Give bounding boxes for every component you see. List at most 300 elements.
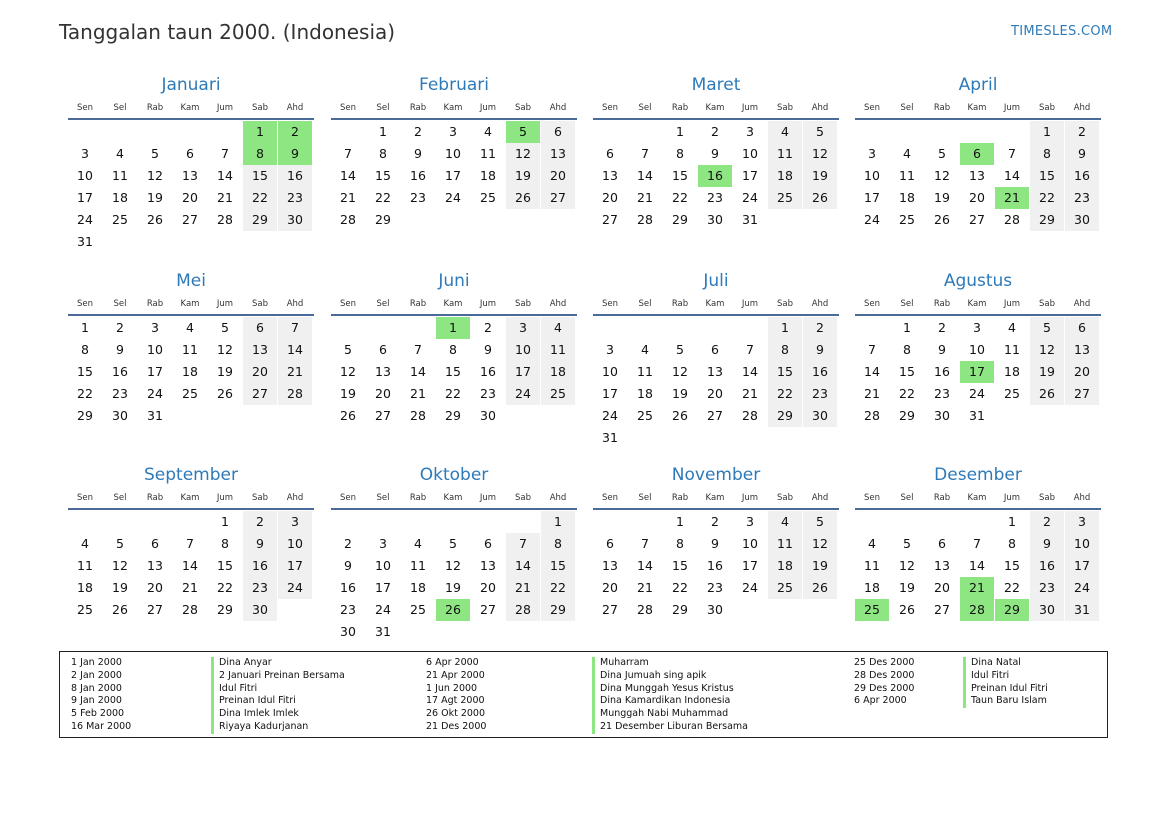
day-cell: 28	[182, 602, 198, 617]
day-cell: 23	[278, 187, 312, 209]
day-cell: 25	[480, 190, 496, 205]
month-divider	[593, 118, 839, 120]
weekday-label: Kam	[443, 493, 463, 503]
day-cell: 14	[637, 168, 653, 183]
day-cell: 22	[672, 190, 688, 205]
day-cell: 3	[973, 320, 981, 335]
day-cell: 8	[768, 339, 802, 361]
weekday-header	[68, 493, 314, 505]
legend-date: 26 Okt 2000	[426, 708, 486, 720]
day-cell: 13	[707, 364, 723, 379]
day-cell: 23	[934, 386, 950, 401]
day-cell: 3	[1065, 511, 1099, 533]
day-cell: 15	[768, 361, 802, 383]
day-cell: 13	[602, 558, 618, 573]
weekday-label: Jum	[1003, 299, 1021, 309]
day-cell: 12	[803, 533, 837, 555]
day-cell: 7	[1008, 146, 1016, 161]
day-cell: 4	[186, 320, 194, 335]
day-cell: 3	[81, 146, 89, 161]
weekday-label: Jum	[216, 103, 234, 113]
page-title: Tanggalan taun 2000. (Indonesia)	[59, 20, 396, 44]
day-cell: 9	[484, 342, 492, 357]
day-cell: 14	[410, 364, 426, 379]
weekday-label: Kam	[967, 103, 987, 113]
day-cell: 30	[480, 408, 496, 423]
day-cell: 26	[1030, 383, 1064, 405]
legend-holiday-name: Dina Kamardikan Indonesia	[600, 695, 731, 707]
day-cell: 30	[707, 212, 723, 227]
day-cell: 9	[344, 558, 352, 573]
day-cell: 11	[541, 339, 575, 361]
day-cell: 8	[1008, 536, 1016, 551]
day-cell: 9	[1030, 533, 1064, 555]
day-cell: 5	[151, 146, 159, 161]
legend-date: 21 Apr 2000	[426, 669, 485, 681]
day-cell: 3	[151, 320, 159, 335]
day-cell: 26	[147, 212, 163, 227]
day-cell: 20	[602, 190, 618, 205]
weekday-label: Sel	[376, 299, 390, 309]
legend-date: 17 Agt 2000	[426, 695, 485, 707]
weekday-label: Sen	[601, 493, 618, 503]
day-cell: 22	[375, 190, 391, 205]
day-cell: 4	[116, 146, 124, 161]
weekday-label: Rab	[146, 493, 164, 503]
day-cell: 20	[1065, 361, 1099, 383]
site-link[interactable]: TIMESLES.COM	[1011, 24, 1113, 39]
day-cell: 18	[112, 190, 128, 205]
day-cell: 19	[112, 580, 128, 595]
holiday-cell: 26	[436, 599, 470, 621]
day-cell: 27	[243, 383, 277, 405]
day-cell: 26	[934, 212, 950, 227]
month-name: Januari	[161, 75, 221, 95]
day-cell: 15	[672, 558, 688, 573]
weekday-label: Ahd	[1073, 103, 1091, 113]
day-cell: 30	[707, 602, 723, 617]
weekday-header	[855, 493, 1101, 505]
day-cell: 7	[641, 536, 649, 551]
day-cell: 10	[742, 536, 758, 551]
weekday-label: Rab	[933, 103, 951, 113]
day-cell: 2	[938, 320, 946, 335]
holiday-cell: 29	[995, 599, 1029, 621]
day-cell: 8	[1030, 143, 1064, 165]
day-cell: 22	[1004, 580, 1020, 595]
weekday-label: Rab	[671, 103, 689, 113]
legend-holiday-name: Preinan Idul Fitri	[219, 695, 296, 707]
day-cell: 25	[768, 187, 802, 209]
day-cell: 24	[969, 386, 985, 401]
day-cell: 14	[637, 558, 653, 573]
weekday-label: Sel	[900, 493, 914, 503]
day-cell: 21	[182, 580, 198, 595]
day-cell: 4	[81, 536, 89, 551]
day-cell: 28	[217, 212, 233, 227]
day-cell: 16	[1065, 165, 1099, 187]
day-cell: 13	[602, 168, 618, 183]
legend-dates-col-3	[854, 657, 914, 708]
day-cell: 17	[602, 386, 618, 401]
day-cell: 17	[77, 190, 93, 205]
weekday-label: Ahd	[549, 299, 567, 309]
day-cell: 28	[506, 599, 540, 621]
weekday-label: Sel	[900, 299, 914, 309]
day-cell: 27	[541, 187, 575, 209]
legend-names-col-3	[963, 657, 1048, 708]
day-cell: 26	[506, 187, 540, 209]
day-cell: 24	[1065, 577, 1099, 599]
weekday-label: Sen	[863, 299, 880, 309]
month-divider	[68, 508, 314, 510]
legend-date: 28 Des 2000	[854, 669, 915, 681]
day-cell: 9	[711, 536, 719, 551]
day-cell: 4	[484, 124, 492, 139]
day-cell: 13	[375, 364, 391, 379]
day-cell: 14	[1004, 168, 1020, 183]
weekday-label: Sen	[339, 493, 356, 503]
month-name: Maret	[691, 75, 741, 95]
month-divider	[331, 508, 577, 510]
weekday-label: Ahd	[811, 299, 829, 309]
day-cell: 18	[182, 364, 198, 379]
day-cell: 4	[903, 146, 911, 161]
month-divider	[68, 314, 314, 316]
day-cell: 18	[77, 580, 93, 595]
month-name: September	[144, 465, 238, 485]
weekday-label: Kam	[967, 493, 987, 503]
weekday-label: Sel	[376, 493, 390, 503]
day-cell: 12	[672, 364, 688, 379]
day-cell: 4	[414, 536, 422, 551]
day-cell: 20	[602, 580, 618, 595]
day-cell: 30	[278, 209, 312, 231]
day-cell: 11	[1004, 342, 1020, 357]
legend-holiday-name: Dina Anyar	[219, 657, 272, 668]
holiday-legend	[59, 651, 1108, 738]
month-name: April	[958, 75, 998, 95]
day-cell: 1	[1008, 514, 1016, 529]
day-cell: 17	[375, 580, 391, 595]
day-cell: 16	[112, 364, 128, 379]
weekday-label: Sen	[76, 103, 93, 113]
day-cell: 1	[676, 514, 684, 529]
day-cell: 9	[711, 146, 719, 161]
day-cell: 14	[742, 364, 758, 379]
day-cell: 7	[746, 342, 754, 357]
day-cell: 2	[116, 320, 124, 335]
day-cell: 5	[221, 320, 229, 335]
day-cell: 20	[541, 165, 575, 187]
legend-date: 29 Des 2000	[854, 682, 915, 694]
day-cell: 20	[243, 361, 277, 383]
day-cell: 11	[637, 364, 653, 379]
day-cell: 17	[864, 190, 880, 205]
day-cell: 15	[217, 558, 233, 573]
day-cell: 29	[672, 212, 688, 227]
weekday-header	[593, 493, 839, 505]
day-cell: 28	[742, 408, 758, 423]
day-cell: 23	[803, 383, 837, 405]
day-cell: 27	[182, 212, 198, 227]
weekday-label: Sab	[777, 299, 793, 309]
day-cell: 20	[375, 386, 391, 401]
day-cell: 22	[77, 386, 93, 401]
day-cell: 30	[112, 408, 128, 423]
day-cell: 28	[637, 602, 653, 617]
weekday-label: Sen	[339, 103, 356, 113]
day-cell: 10	[278, 533, 312, 555]
day-cell: 3	[278, 511, 312, 533]
day-cell: 25	[768, 577, 802, 599]
day-cell: 23	[1065, 187, 1099, 209]
day-cell: 21	[278, 361, 312, 383]
day-cell: 18	[410, 580, 426, 595]
day-cell: 22	[217, 580, 233, 595]
legend-holiday-name: Idul Fitri	[971, 669, 1010, 681]
weekday-header	[593, 103, 839, 115]
day-cell: 13	[182, 168, 198, 183]
day-cell: 13	[1065, 339, 1099, 361]
weekday-label: Kam	[180, 103, 200, 113]
day-cell: 16	[803, 361, 837, 383]
weekday-label: Kam	[705, 299, 725, 309]
day-cell: 24	[147, 386, 163, 401]
weekday-label: Sen	[339, 299, 356, 309]
day-cell: 21	[637, 580, 653, 595]
day-cell: 7	[186, 536, 194, 551]
day-cell: 17	[742, 558, 758, 573]
day-cell: 3	[868, 146, 876, 161]
weekday-header	[855, 103, 1101, 115]
day-cell: 19	[1030, 361, 1064, 383]
day-cell: 28	[637, 212, 653, 227]
day-cell: 29	[1030, 209, 1064, 231]
day-cell: 12	[217, 342, 233, 357]
day-cell: 14	[864, 364, 880, 379]
day-cell: 17	[278, 555, 312, 577]
day-cell: 31	[742, 212, 758, 227]
day-cell: 19	[803, 165, 837, 187]
weekday-header	[331, 299, 577, 311]
day-cell: 29	[899, 408, 915, 423]
day-cell: 12	[1030, 339, 1064, 361]
weekday-label: Jum	[1003, 103, 1021, 113]
day-cell: 28	[340, 212, 356, 227]
day-cell: 23	[243, 577, 277, 599]
day-cell: 22	[541, 577, 575, 599]
legend-names-col-1	[211, 657, 345, 734]
month-divider	[331, 118, 577, 120]
day-cell: 16	[410, 168, 426, 183]
day-cell: 15	[445, 364, 461, 379]
day-cell: 3	[506, 317, 540, 339]
day-cell: 19	[147, 190, 163, 205]
day-cell: 1	[676, 124, 684, 139]
day-cell: 19	[934, 190, 950, 205]
day-cell: 13	[243, 339, 277, 361]
day-cell: 18	[899, 190, 915, 205]
day-cell: 7	[414, 342, 422, 357]
month-divider	[855, 314, 1101, 316]
day-cell: 11	[768, 533, 802, 555]
legend-holiday-name: Dina Jumuah sing apik	[600, 669, 707, 681]
day-cell: 13	[480, 558, 496, 573]
weekday-header	[593, 299, 839, 311]
day-cell: 26	[899, 602, 915, 617]
day-cell: 2	[711, 124, 719, 139]
day-cell: 25	[899, 212, 915, 227]
weekday-label: Sen	[601, 103, 618, 113]
day-cell: 31	[1065, 599, 1099, 621]
legend-holiday-name: Taun Baru Islam	[971, 695, 1047, 707]
day-cell: 27	[602, 602, 618, 617]
day-cell: 10	[506, 339, 540, 361]
day-cell: 8	[676, 146, 684, 161]
day-cell: 11	[112, 168, 128, 183]
day-cell: 23	[707, 190, 723, 205]
legend-holiday-name: Dina Imlek Imlek	[219, 708, 299, 720]
legend-date: 6 Apr 2000	[854, 695, 907, 707]
day-cell: 10	[742, 146, 758, 161]
weekday-label: Sab	[1039, 299, 1055, 309]
day-cell: 2	[484, 320, 492, 335]
day-cell: 11	[77, 558, 93, 573]
month-divider	[855, 508, 1101, 510]
day-cell: 15	[375, 168, 391, 183]
weekday-label: Sab	[515, 493, 531, 503]
day-cell: 12	[147, 168, 163, 183]
weekday-label: Sab	[252, 103, 268, 113]
month-name: Oktober	[419, 465, 489, 485]
day-cell: 18	[1004, 364, 1020, 379]
legend-holiday-name: 2 Januari Preinan Bersama	[219, 669, 345, 681]
legend-date: 6 Apr 2000	[426, 657, 479, 668]
day-cell: 30	[934, 408, 950, 423]
day-cell: 28	[410, 408, 426, 423]
day-cell: 16	[340, 580, 356, 595]
weekday-label: Sab	[777, 493, 793, 503]
day-cell: 5	[803, 121, 837, 143]
day-cell: 5	[449, 536, 457, 551]
day-cell: 6	[243, 317, 277, 339]
day-cell: 7	[973, 536, 981, 551]
legend-date: 9 Jan 2000	[71, 695, 122, 707]
day-cell: 16	[707, 558, 723, 573]
day-cell: 25	[541, 383, 575, 405]
day-cell: 15	[77, 364, 93, 379]
weekday-label: Rab	[409, 103, 427, 113]
weekday-label: Jum	[479, 299, 497, 309]
day-cell: 20	[480, 580, 496, 595]
day-cell: 8	[221, 536, 229, 551]
weekday-label: Rab	[671, 493, 689, 503]
holiday-cell: 1	[243, 121, 277, 143]
legend-holiday-name: Dina Natal	[971, 657, 1021, 668]
day-cell: 29	[243, 209, 277, 231]
day-cell: 25	[410, 602, 426, 617]
day-cell: 10	[602, 364, 618, 379]
day-cell: 2	[803, 317, 837, 339]
day-cell: 16	[934, 364, 950, 379]
day-cell: 23	[707, 580, 723, 595]
day-cell: 4	[641, 342, 649, 357]
day-cell: 2	[344, 536, 352, 551]
holiday-cell: 16	[698, 165, 732, 187]
day-cell: 28	[1004, 212, 1020, 227]
day-cell: 29	[672, 602, 688, 617]
month-name: Desember	[934, 465, 1022, 485]
weekday-label: Sel	[900, 103, 914, 113]
weekday-label: Sel	[376, 103, 390, 113]
day-cell: 12	[899, 558, 915, 573]
weekday-label: Kam	[967, 299, 987, 309]
weekday-label: Rab	[671, 299, 689, 309]
day-cell: 11	[182, 342, 198, 357]
weekday-label: Sab	[252, 493, 268, 503]
day-cell: 4	[768, 121, 802, 143]
day-cell: 31	[77, 234, 93, 249]
day-cell: 14	[969, 558, 985, 573]
day-cell: 9	[116, 342, 124, 357]
day-cell: 24	[742, 190, 758, 205]
day-cell: 18	[541, 361, 575, 383]
day-cell: 17	[445, 168, 461, 183]
weekday-label: Sab	[252, 299, 268, 309]
weekday-label: Kam	[705, 103, 725, 113]
day-cell: 20	[182, 190, 198, 205]
day-cell: 24	[864, 212, 880, 227]
day-cell: 20	[934, 580, 950, 595]
day-cell: 6	[186, 146, 194, 161]
legend-dates-col-1	[71, 657, 131, 734]
day-cell: 14	[217, 168, 233, 183]
weekday-label: Sen	[76, 299, 93, 309]
day-cell: 27	[602, 212, 618, 227]
month-name: Mei	[176, 271, 206, 291]
day-cell: 8	[541, 533, 575, 555]
day-cell: 22	[672, 580, 688, 595]
weekday-header	[68, 299, 314, 311]
day-cell: 19	[506, 165, 540, 187]
weekday-label: Sab	[1039, 493, 1055, 503]
day-cell: 13	[969, 168, 985, 183]
day-cell: 21	[506, 577, 540, 599]
day-cell: 7	[221, 146, 229, 161]
day-cell: 14	[506, 555, 540, 577]
weekday-label: Sen	[863, 103, 880, 113]
holiday-cell: 21	[995, 187, 1029, 209]
day-cell: 18	[768, 165, 802, 187]
day-cell: 18	[480, 168, 496, 183]
day-cell: 27	[1065, 383, 1099, 405]
day-cell: 1	[81, 320, 89, 335]
day-cell: 14	[340, 168, 356, 183]
day-cell: 8	[81, 342, 89, 357]
day-cell: 6	[606, 536, 614, 551]
day-cell: 11	[410, 558, 426, 573]
day-cell: 19	[445, 580, 461, 595]
day-cell: 6	[938, 536, 946, 551]
holiday-cell: 2	[278, 121, 312, 143]
month-name: Agustus	[943, 271, 1013, 291]
weekday-label: Ahd	[286, 493, 304, 503]
legend-dates-col-2	[426, 657, 486, 734]
legend-holiday-name: 21 Desember Liburan Bersama	[600, 720, 748, 732]
legend-holiday-name: Munggah Nabi Muhammad	[600, 708, 729, 720]
weekday-label: Ahd	[286, 299, 304, 309]
